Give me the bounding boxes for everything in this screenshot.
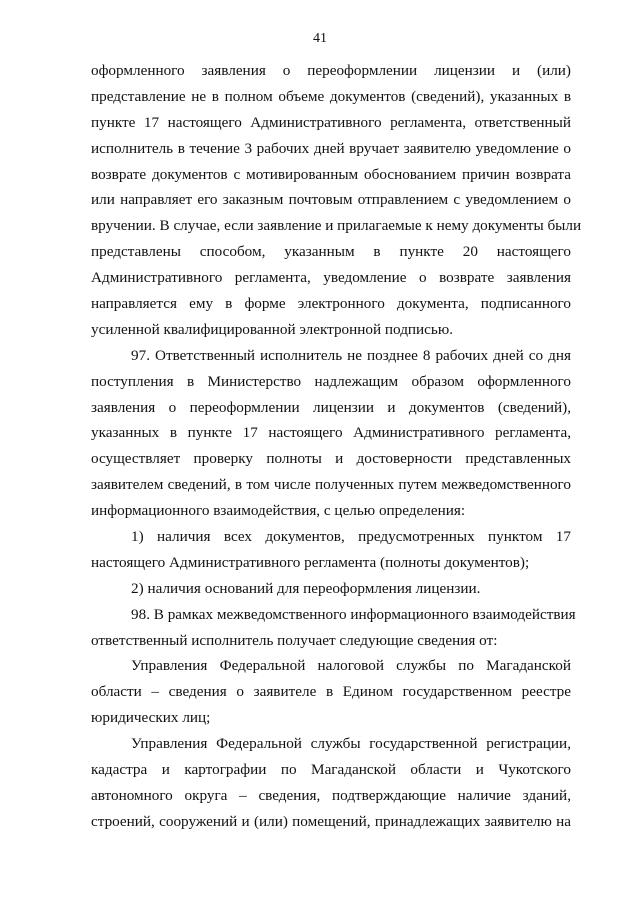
text-line: вручении. В случае, если заявление и прилагаемые к нему документы были [91, 217, 582, 235]
paragraph-continuation [91, 58, 582, 343]
paragraph-98-registry-service [91, 731, 571, 835]
text-line: 1) наличия всех документов, предусмотренных пунктом 17 [131, 528, 571, 546]
text-line: заявления о переоформлении лицензии и документов (сведений), [91, 398, 571, 416]
text-line: осуществляет проверку полноты и достоверности представленных [91, 450, 571, 468]
paragraph-98-tax-service [91, 653, 571, 731]
text-line: настоящего Административного регламента (полноты документов); [91, 553, 530, 571]
text-line: или направляет его заказным почтовым отправлением с уведомлением о [91, 191, 571, 209]
text-line: возврате документов с мотивированным обоснованием причин возврата [91, 165, 571, 183]
text-line: ответственный исполнитель получает следующие сведения от: [91, 631, 498, 649]
text-line: кадастра и картографии по Магаданской области и Чукотского [91, 761, 571, 779]
text-line: строений, сооружений и (или) помещений, принадлежащих заявителю на [91, 812, 571, 830]
text-line: Административного регламента, уведомление о возврате заявления [91, 269, 571, 287]
paragraph-97 [91, 343, 571, 524]
text-line: 97. Ответственный исполнитель не позднее 8 рабочих дней со дня [131, 346, 571, 364]
text-line: указанных в пункте 17 настоящего Административного регламента, [91, 424, 571, 442]
text-line: представлены способом, указанным в пункте 20 настоящего [91, 243, 571, 261]
text-line: усиленной квалифицированной электронной подписью. [91, 320, 453, 338]
text-line: поступления в Министерство надлежащим образом оформленного [91, 372, 571, 390]
text-line: Управления Федеральной службы государственной регистрации, [131, 735, 571, 753]
text-line: 2) наличия оснований для переоформления лицензии. [131, 579, 481, 597]
text-line: заявителем сведений, в том числе полученных путем межведомственного [91, 476, 571, 494]
text-line: пункте 17 настоящего Административного регламента, ответственный [91, 113, 571, 131]
paragraph-98 [91, 602, 576, 654]
text-line: юридических лиц; [91, 709, 211, 727]
text-line: исполнитель в течение 3 рабочих дней вручает заявителю уведомление о [91, 139, 571, 157]
paragraph-97-item-2 [91, 576, 571, 602]
page-number: 41 [313, 31, 327, 46]
text-line: направляется ему в форме электронного документа, подписанного [91, 295, 571, 313]
text-line: 98. В рамках межведомственного информационного взаимодействия [131, 605, 576, 623]
text-line: представление не в полном объеме документов (сведений), указанных в [91, 87, 571, 105]
paragraph-97-item-1 [91, 524, 571, 576]
text-line: области – сведения о заявителе в Едином государственном реестре [91, 683, 571, 701]
text-line: автономного округа – сведения, подтверждающие наличие зданий, [91, 786, 571, 804]
text-line: информационного взаимодействия, с целью определения: [91, 502, 466, 520]
text-line: оформленного заявления о переоформлении лицензии и (или) [91, 62, 571, 79]
text-line: Управления Федеральной налоговой службы по Магаданской [131, 657, 571, 675]
document-body [91, 58, 582, 835]
